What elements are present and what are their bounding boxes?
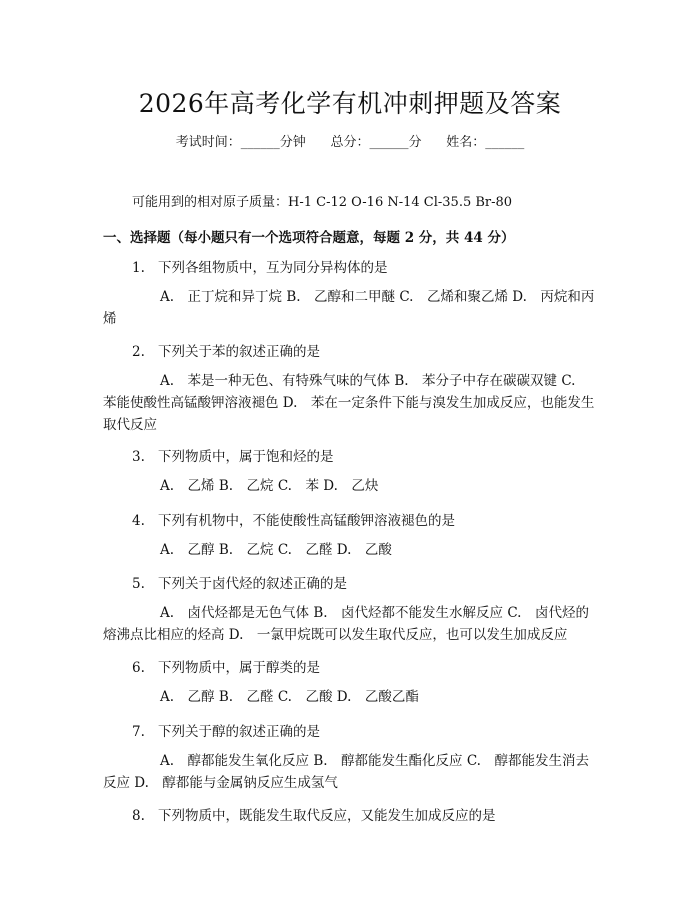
question-text: 下列物质中，属于饱和烃的是 — [158, 449, 334, 465]
question-stem — [132, 656, 320, 676]
document-title: 2026年高考化学有机冲刺押题及答案 — [138, 89, 562, 118]
question-text: 下列各组物质中，互为同分异构体的是 — [158, 260, 388, 276]
section-heading: 一、选择题（每小题只有一个选项符合题意，每题 2 分，共 44 分） — [103, 230, 515, 246]
question-options: A. 苯是一种无色、有特殊气味的气体 B. 苯分子中存在碳碳双键 C. 苯能使酸性高锰酸钾溶液褪色 D. 苯在一定条件下能与溴发生加成反应，也能发生取代反应 — [103, 373, 595, 433]
question-stem — [132, 572, 347, 592]
question-text: 下列有机物中，不能使酸性高锰酸钾溶液褪色的是 — [158, 513, 455, 529]
question-stem — [132, 445, 334, 465]
question-number: 1. — [132, 260, 145, 276]
question-number: 5. — [132, 576, 145, 592]
question-options: A. 乙烯 B. 乙烷 C. 苯 D. 乙炔 — [160, 478, 379, 494]
question-number: 8. — [132, 808, 145, 824]
question-number: 3. — [132, 449, 145, 465]
question-text: 下列关于卤代烃的叙述正确的是 — [158, 576, 347, 592]
question-text: 下列物质中，属于醇类的是 — [158, 660, 320, 676]
atomic-mass-note: 可能用到的相对原子质量：H-1 C-12 O-16 N-14 Cl-35.5 Br-80 — [132, 195, 513, 210]
question-number: 2. — [132, 344, 145, 360]
question-options: A. 乙醇 B. 乙醛 C. 乙酸 D. 乙酸乙酯 — [160, 689, 419, 705]
question-number: 7. — [132, 724, 145, 740]
question-text: 下列关于醇的叙述正确的是 — [158, 724, 320, 740]
question-stem — [132, 509, 455, 529]
question-options: A. 醇都能发生氧化反应 B. 醇都能发生酯化反应 C. 醇都能发生消去反应 D. 醇都能与金属钠反应生成氢气 — [103, 753, 589, 791]
question-number: 4. — [132, 513, 145, 529]
question-stem — [132, 340, 320, 360]
question-stem — [132, 804, 496, 824]
question-options: A. 卤代烃都是无色气体 B. 卤代烃都不能发生水解反应 C. 卤代烃的熔沸点比相应的烃高 D. 一氯甲烷既可以发生取代反应，也可以发生加成反应 — [103, 605, 589, 643]
question-options: A. 正丁烷和异丁烷 B. 乙醇和二甲醚 C. 乙烯和聚乙烯 D. 丙烷和丙烯 — [103, 289, 595, 327]
exam-info-line: 考试时间：______分钟 总分：______分 姓名：______ — [175, 135, 525, 150]
question-options: A. 乙醇 B. 乙烷 C. 乙醛 D. 乙酸 — [160, 542, 392, 558]
question-stem — [132, 256, 388, 276]
question-text: 下列物质中，既能发生取代反应，又能发生加成反应的是 — [158, 808, 496, 824]
question-stem — [132, 720, 320, 740]
question-number: 6. — [132, 660, 145, 676]
question-text: 下列关于苯的叙述正确的是 — [158, 344, 320, 360]
